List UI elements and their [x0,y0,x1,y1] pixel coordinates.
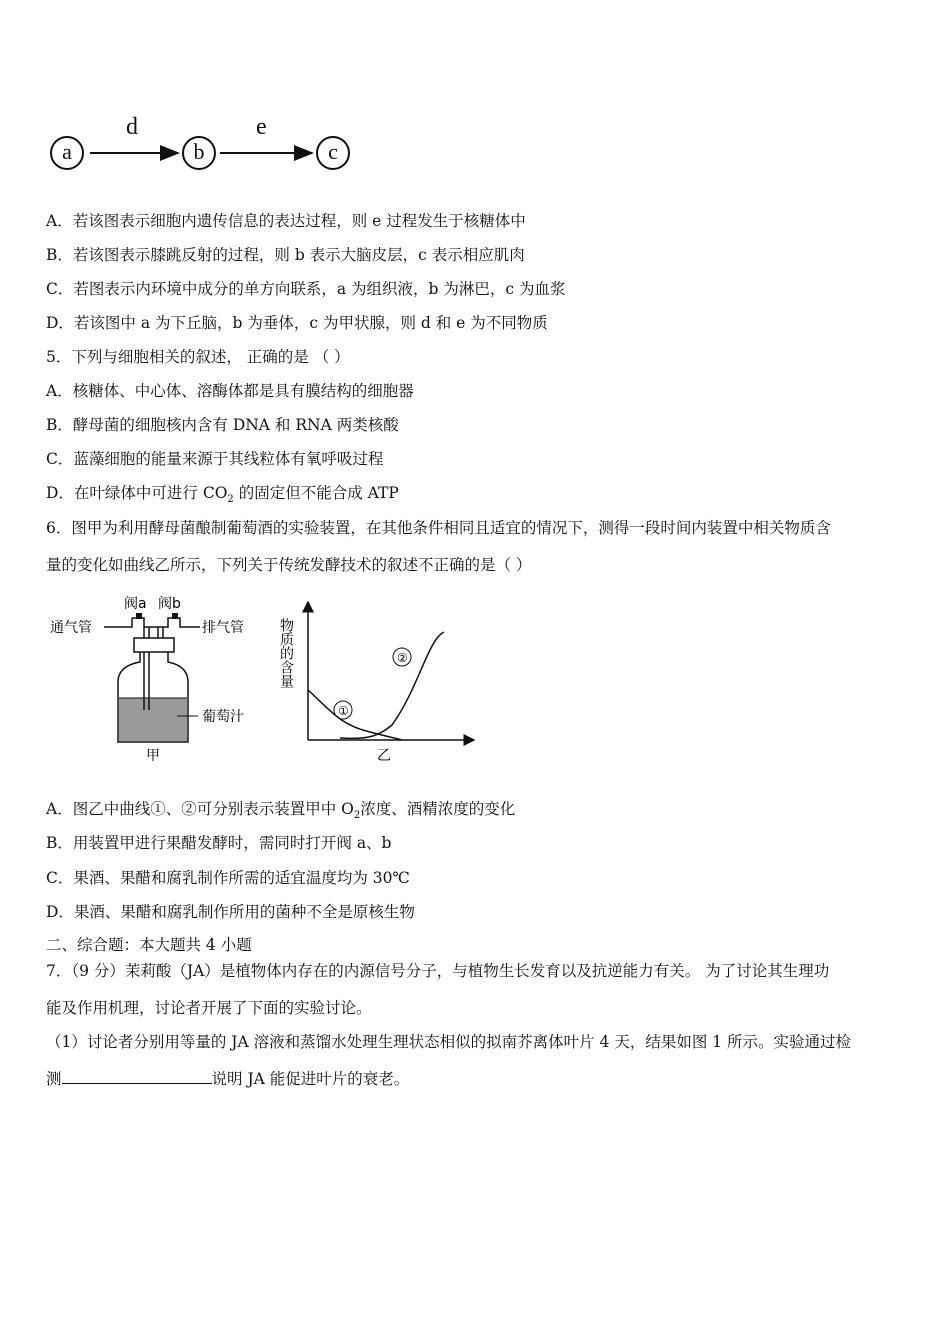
curve-2 [340,632,444,738]
q5-stem: 5．下列与细胞相关的叙述， 正确的是 （ ） [46,348,350,366]
outlet-label: 排气管 [202,620,244,636]
q6-option-b: B．用装置甲进行果醋发酵时，需同时打开阀 a、b [46,834,392,852]
q6-option-a-text-end: 浓度、酒精浓度的变化 [360,800,516,818]
q5-option-d-text: D．在叶绿体中可进行 CO [46,484,228,502]
q7-line4 [46,1069,409,1089]
q5-option-d-text-end: 的固定但不能合成 ATP [233,484,399,502]
q4-option-a: A．若该图表示细胞内遗传信息的表达过程，则 e 过程发生于核糖体中 [46,212,526,230]
q7-line3: （1）讨论者分别用等量的 JA 溶液和蒸馏水处理生理状态相似的拟南芥离体叶片 4 天，结果如图 1 所示。实验通过检 [46,1033,852,1051]
graph-ylabel: 物质的含量 [278,618,294,688]
q6-option-d: D．果酒、果醋和腐乳制作所用的菌种不全是原核生物 [46,903,415,921]
q5-option-d [46,483,399,510]
answer-blank[interactable] [62,1069,212,1084]
inlet-label: 通气管 [50,620,92,636]
flow-arrows [0,0,400,200]
section-heading: 二、综合题：本大题共 4 小题 [46,936,252,954]
grape-juice-fill [119,698,187,741]
q4-option-b: B．若该图表示膝跳反射的过程，则 b 表示大脑皮层，c 表示相应肌肉 [46,246,525,264]
valve-a-label: 阀a [124,596,147,612]
q6-option-a-text: A．图乙中曲线①、②可分别表示装置甲中 O [46,800,354,818]
q6-option-c: C．果酒、果醋和腐乳制作所需的适宜温度均为 30℃ [46,869,410,887]
q7-line4-text-end: 说明 JA 能促进叶片的衰老。 [211,1070,410,1088]
q6-stem-line1: 6．图甲为利用酵母菌酿制葡萄酒的实验装置，在其他条件相同且适宜的情况下，测得一段时间内装置中相关物质含 [46,519,831,537]
edge-e-label: e [256,114,267,140]
curve-1 [308,690,402,740]
q5-option-a: A．核糖体、中心体、溶酶体都是具有膜结构的细胞器 [46,382,414,400]
q5-option-c: C．蓝藻细胞的能量来源于其线粒体有氧呼吸过程 [46,450,384,468]
q6-option-a [46,799,515,826]
graph-label: 乙 [377,748,391,764]
fermentation-apparatus [50,595,244,764]
valve-b-label: 阀b [158,596,181,612]
q6-stem-line2: 量的变化如曲线乙所示，下列关于传统发酵技术的叙述不正确的是（ ） [46,556,532,574]
node-b: b [182,136,216,170]
q7-line4-text: 测 [46,1070,62,1088]
q5-option-b: B．酵母菌的细胞核内含有 DNA 和 RNA 两类核酸 [46,416,399,434]
curve-1-label: ① [338,704,349,718]
q4-option-c: C．若图表示内环境中成分的单方向联系，a 为组织液，b 为淋巴，c 为血浆 [46,280,566,298]
edge-d-label: d [126,114,138,140]
q6-figure [40,590,500,770]
juice-label: 葡萄汁 [202,709,244,725]
subscript: 2 [227,494,234,506]
subscript: 2 [353,810,361,822]
content-graph [278,602,474,764]
node-c: c [316,136,350,170]
q7-line1: 7．（9 分）茉莉酸（JA）是植物体内存在的内源信号分子，与植物生长发育以及抗逆能力有关。 为了讨论其生理功 [46,962,830,980]
q7-line2: 能及作用机理，讨论者开展了下面的实验讨论。 [46,999,372,1017]
curve-2-label: ② [397,651,408,665]
apparatus-label: 甲 [146,748,160,764]
node-a: a [50,136,84,170]
q4-option-d: D．若该图中 a 为下丘脑，b 为垂体，c 为甲状腺，则 d 和 e 为不同物质 [46,314,548,332]
